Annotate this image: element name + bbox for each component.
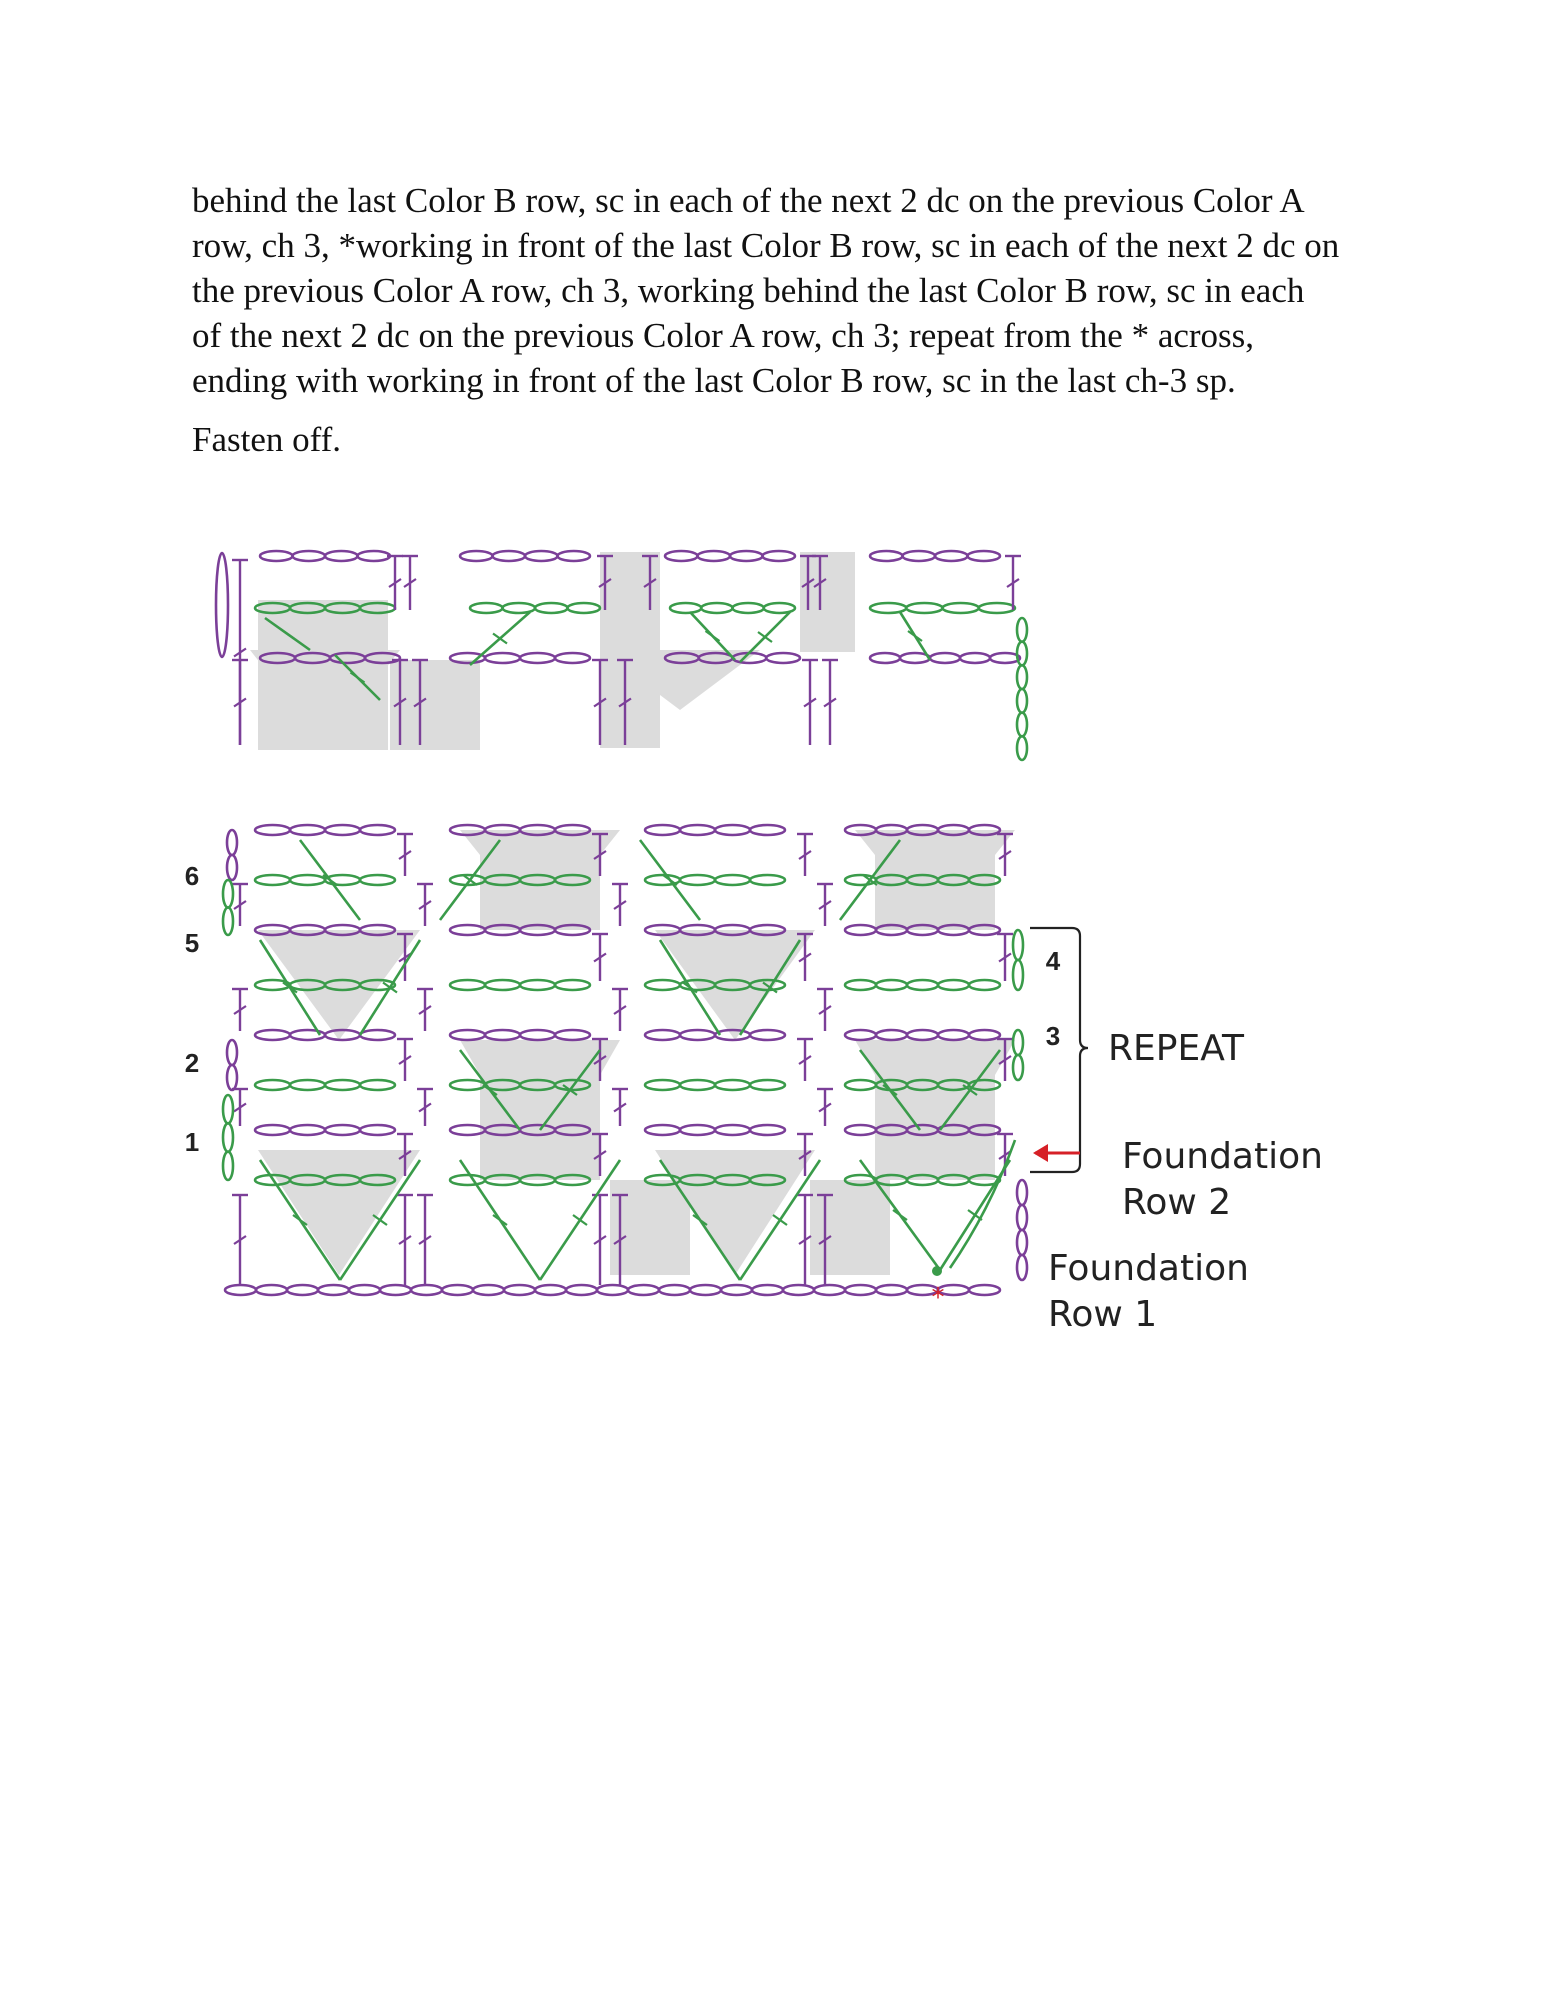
chain-stitch [450, 1125, 485, 1135]
turning-chain-stitch [223, 1152, 233, 1180]
row-number-3: 3 [1045, 1021, 1061, 1051]
turning-chain-stitch [1017, 1180, 1027, 1205]
chain-stitch [290, 1080, 325, 1090]
chain-stitch [256, 1285, 287, 1295]
chain-stitch [555, 980, 590, 990]
chain-stitch [287, 1285, 318, 1295]
chain-stitch [968, 551, 1001, 561]
chain-stitch [645, 980, 680, 990]
chain-stitch [659, 1285, 690, 1295]
chain-stitch [845, 1285, 876, 1295]
chain-stitch [260, 551, 293, 561]
chain-stitch [979, 603, 1015, 613]
chain-stitch [690, 1285, 721, 1295]
chain-stitch [906, 603, 942, 613]
chain-stitch [845, 980, 876, 990]
chain-stitch [255, 825, 290, 835]
turning-chain-stitch [223, 1123, 233, 1151]
chain-stitch [535, 603, 568, 613]
chain-stitch [325, 825, 360, 835]
chain-stitch [360, 875, 395, 885]
chain-stitch [870, 551, 903, 561]
chain-stitch [943, 603, 979, 613]
stitch-cross-mark [893, 1210, 907, 1220]
repeat-label: REPEAT [1108, 1028, 1245, 1069]
chain-stitch [555, 1030, 590, 1040]
chain-stitch [969, 980, 1000, 990]
chain-stitch [318, 1285, 349, 1295]
chain-stitch [535, 1285, 566, 1295]
chain-stitch [990, 653, 1020, 663]
fasten-off-paragraph: Fasten off. [192, 420, 342, 459]
chain-stitch [670, 603, 701, 613]
chain-stitch [325, 1080, 360, 1090]
chain-stitch [503, 603, 536, 613]
chain-stitch [450, 1030, 485, 1040]
chain-stitch [442, 1285, 473, 1295]
chain-stitch [715, 1080, 750, 1090]
turning-chain-stitch [227, 855, 237, 880]
chain-stitch [411, 1285, 442, 1295]
turning-chain-stitch [216, 553, 228, 657]
chain-stitch [763, 551, 796, 561]
chain-stitch [520, 653, 555, 663]
chain-stitch [969, 1030, 1000, 1040]
chain-stitch [255, 1080, 290, 1090]
chain-stitch [325, 551, 358, 561]
chain-stitch [870, 653, 900, 663]
chain-stitch [645, 825, 680, 835]
chain-stitch [938, 1030, 969, 1040]
chain-stitch [907, 980, 938, 990]
chain-stitch [750, 1080, 785, 1090]
chain-stitch [935, 551, 968, 561]
turning-chain-stitch [1017, 665, 1027, 689]
chain-stitch [715, 1125, 750, 1135]
chain-stitch [473, 1285, 504, 1295]
chain-stitch [721, 1285, 752, 1295]
chain-stitch [969, 1285, 1000, 1295]
chain-stitch [845, 1030, 876, 1040]
chain-stitch [450, 980, 485, 990]
chain-stitch [349, 1285, 380, 1295]
foundation-row-2-label-line2: Row 2 [1122, 1182, 1232, 1223]
turning-chain-stitch [227, 1040, 237, 1065]
chain-stitch [750, 1030, 785, 1040]
chain-stitch [750, 875, 785, 885]
turning-chain-stitch [223, 1095, 233, 1123]
chain-stitch [701, 603, 732, 613]
chain-stitch [715, 825, 750, 835]
chain-stitch [903, 551, 936, 561]
turning-chain-stitch [227, 1065, 237, 1090]
shaded-block [390, 660, 480, 750]
chain-stitch [680, 1125, 715, 1135]
chain-stitch [752, 1285, 783, 1295]
chain-stitch [558, 551, 591, 561]
chain-stitch [814, 1285, 845, 1295]
chain-stitch [485, 653, 520, 663]
chain-stitch [645, 1080, 680, 1090]
chain-stitch [597, 1285, 628, 1295]
chain-stitch [380, 1285, 411, 1295]
chain-stitch [566, 1285, 597, 1295]
row-number-4: 4 [1045, 946, 1061, 976]
turning-chain-stitch [1017, 713, 1027, 737]
chain-stitch [358, 551, 391, 561]
chain-stitch [845, 1080, 876, 1090]
stitch-cross-mark [706, 631, 720, 641]
turning-chain-stitch [1017, 1230, 1027, 1255]
chain-stitch [520, 1030, 555, 1040]
turning-chain-stitch [227, 830, 237, 855]
crochet-stitch-diagram [184, 540, 1360, 1360]
chain-stitch [680, 1080, 715, 1090]
stitch-cross-mark [373, 1215, 387, 1225]
chain-stitch [360, 1080, 395, 1090]
turning-chain-stitch [1017, 1205, 1027, 1230]
chain-stitch [764, 603, 795, 613]
chain-stitch [293, 551, 326, 561]
chain-stitch [290, 875, 325, 885]
chain-stitch [730, 551, 763, 561]
turning-chain-stitch [1017, 1255, 1027, 1280]
turning-chain-stitch [1013, 1055, 1023, 1080]
chain-stitch [460, 551, 493, 561]
start-dot-icon [932, 1266, 942, 1276]
chain-stitch [680, 1030, 715, 1040]
chain-stitch [733, 603, 764, 613]
chain-stitch [680, 825, 715, 835]
chain-stitch [450, 1175, 485, 1185]
stitch-cross-mark [573, 1215, 587, 1225]
chain-stitch [715, 875, 750, 885]
chain-stitch [525, 551, 558, 561]
chain-stitch [930, 653, 960, 663]
stitch-cross-mark [773, 1215, 787, 1225]
chain-stitch [450, 925, 485, 935]
chain-stitch [290, 825, 325, 835]
shaded-triangle [258, 1150, 420, 1275]
chain-stitch [845, 925, 876, 935]
chain-stitch [568, 603, 601, 613]
row-number-1: 1 [184, 1127, 200, 1157]
row-number-5: 5 [184, 928, 200, 958]
chain-stitch [485, 980, 520, 990]
chain-stitch [645, 1125, 680, 1135]
stitch-cross-mark [493, 1215, 507, 1225]
turning-chain-stitch [1017, 689, 1027, 713]
chain-stitch [907, 1030, 938, 1040]
turning-chain-stitch [223, 908, 233, 936]
chain-stitch [360, 1030, 395, 1040]
row-number-2: 2 [184, 1048, 200, 1078]
chain-stitch [255, 1125, 290, 1135]
chain-stitch [504, 1285, 535, 1295]
foundation-row-1-label-line1: Foundation [1048, 1248, 1249, 1289]
chain-stitch [290, 1125, 325, 1135]
chain-stitch [845, 1125, 876, 1135]
chain-stitch [470, 603, 503, 613]
row-number-6: 6 [184, 861, 200, 891]
turning-chain-stitch [1013, 930, 1023, 960]
chain-stitch [485, 1030, 520, 1040]
chain-stitch [876, 1285, 907, 1295]
chain-stitch [450, 1080, 485, 1090]
chain-stitch [645, 1030, 680, 1040]
chain-stitch [938, 980, 969, 990]
turning-chain-stitch [1017, 642, 1027, 666]
turning-chain-stitch [1017, 736, 1027, 760]
chain-stitch [680, 875, 715, 885]
chain-stitch [960, 653, 990, 663]
turning-chain-stitch [1013, 960, 1023, 990]
chain-stitch [555, 653, 590, 663]
chain-stitch [493, 551, 526, 561]
chain-stitch [698, 551, 731, 561]
chain-stitch [876, 980, 907, 990]
chain-stitch [665, 551, 698, 561]
chain-stitch [360, 825, 395, 835]
chain-stitch [628, 1285, 659, 1295]
chain-stitch [876, 1030, 907, 1040]
stitch-cross-mark [908, 631, 922, 641]
chain-stitch [520, 980, 555, 990]
foundation-row-2-label-line1: Foundation [1122, 1136, 1323, 1177]
pattern-instructions [192, 178, 1342, 462]
chain-stitch [783, 1285, 814, 1295]
start-asterisk-icon: * [931, 1283, 945, 1313]
turning-chain-stitch [1017, 618, 1027, 642]
foundation-row-1-label-line2: Row 1 [1048, 1294, 1158, 1335]
turning-chain-stitch [1013, 1030, 1023, 1055]
chain-stitch [766, 653, 800, 663]
chain-stitch [750, 825, 785, 835]
chain-stitch [255, 875, 290, 885]
chain-stitch [255, 1030, 290, 1040]
arrowhead-icon [1033, 1144, 1048, 1162]
chain-stitch [360, 1125, 395, 1135]
instruction-paragraph: behind the last Color B row, sc in each of the next 2 dc on the previous Color A row, ch 3, *working in front of the last Color B row, sc in each of the next 2 dc on the previous Color A row, ch 3, working behind the last Color B row, sc in each of the next 2 dc on the previous Color A row, ch 3; repeat from the * across, ending with working in front of the last Color B row, sc in the last ch-3 sp. [192, 181, 1340, 400]
turning-chain-stitch [223, 880, 233, 908]
chain-stitch [225, 1285, 256, 1295]
chain-stitch [325, 1125, 360, 1135]
chain-stitch [750, 1125, 785, 1135]
